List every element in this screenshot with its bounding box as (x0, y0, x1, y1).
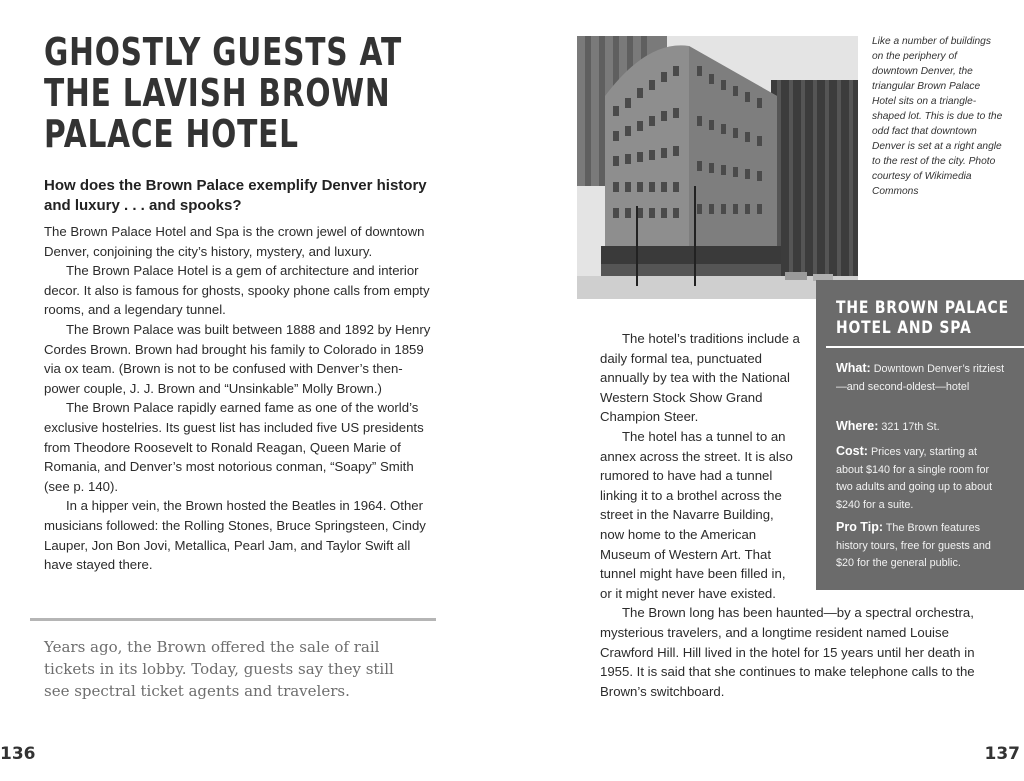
title-line: PALACE HOTEL (44, 112, 299, 156)
cost-label: Cost: (836, 444, 868, 458)
left-body-text (44, 222, 432, 575)
right-body-text (600, 329, 1000, 701)
cost-text: Prices vary, starting at about $140 for a single room for two adults and going up to about $240 for a suite. (836, 446, 993, 511)
pull-quote: Years ago, the Brown offered the sale of rail tickets in its lobby. Today, guests say they still see spectral ticket agents and travelers. (44, 638, 394, 700)
section-subhead: How does the Brown Palace exemplify Denver history and luxury . . . and spooks? (44, 177, 427, 214)
page-title (44, 30, 402, 156)
paragraph: The Brown Palace Hotel and Spa is the crown jewel of downtown Denver, conjoining the city’s history, mystery, and luxury. (44, 224, 425, 259)
paragraph: The Brown Palace was built between 1888 and 1892 by Henry Cordes Brown. Brown had brought his family to Colorado in 1859 via ox team. (Brown is not to be confused with Denver’s then-power couple, J. J. Brown and “Unsinkable” Molly Brown.) (44, 321, 431, 396)
paragraph: The Brown Palace rapidly earned fame as one of the world’s exclusive hostelries. Its guest list has included five US presidents from Theodore Roosevelt to Ronald Reagan, Queen Marie of Romania, and Denver’s most notorious conman, “Soapy” Smith (see p. 140). (44, 400, 424, 494)
where-label: Where: (836, 419, 879, 433)
paragraph: In a hipper vein, the Brown hosted the Beatles in 1964. Other musicians followed: the Rolling Stones, Bruce Springsteen, Cindy Lauper, Jon Bon Jovi, Metallica, Pearl Jam, and Taylor Swift all have stayed there. (44, 498, 426, 573)
what-text: Downtown Denver’s ritziest—and second-oldest—hotel (836, 363, 1005, 393)
paragraph: The Brown long has been haunted—by a spectral orchestra, mysterious travelers, and a longtime resident named Louise Crawford Hill. Hill lived in the hotel for 15 years until her death in 1955. It is said that she continues to make telephone calls to the Brown’s switchboard. (600, 605, 975, 699)
what-label: What: (836, 361, 871, 375)
sidebar-title-line: HOTEL AND SPA (836, 318, 972, 338)
title-line: GHOSTLY GUESTS AT (44, 30, 402, 74)
title-line: THE LAVISH BROWN (44, 71, 391, 115)
pro-tip-text: The Brown features history tours, free for guests and $20 for the general public. (836, 522, 991, 569)
sidebar-title-line: THE BROWN PALACE (836, 298, 1009, 318)
photo-caption: Like a number of buildings on the periphery of downtown Denver, the triangular Brown Palace Hotel sits on a triangle-shaped lot. This is due to the odd fact that downtown Denver is set at a right angle to the rest of the city. Photo courtesy of Wikimedia Commons (872, 36, 1003, 197)
pro-tip-label: Pro Tip: (836, 520, 883, 534)
paragraph: The hotel’s traditions include a daily formal tea, punctuated annually by tea with the National Western Stock Show Grand Champion Steer. (600, 331, 800, 425)
paragraph: The hotel has a tunnel to an annex across the street. It is also rumored to have had a tunnel linking it to a brothel across the street in the Navarre Building, now home to the American Museum of Western Art. That tunnel might have been filled in, or it might never have existed. (600, 428, 793, 601)
where-text: 321 17th St. (881, 421, 940, 433)
paragraph: The Brown Palace Hotel is a gem of architecture and interior decor. It also is famous for ghosts, spooky phone calls from empty rooms, and a legendary tunnel. (44, 263, 430, 318)
hotel-building-photo (577, 36, 858, 299)
pull-quote-divider (30, 618, 436, 621)
page-number-right: 137 (984, 744, 1020, 764)
page-number-left: 136 (0, 744, 36, 764)
